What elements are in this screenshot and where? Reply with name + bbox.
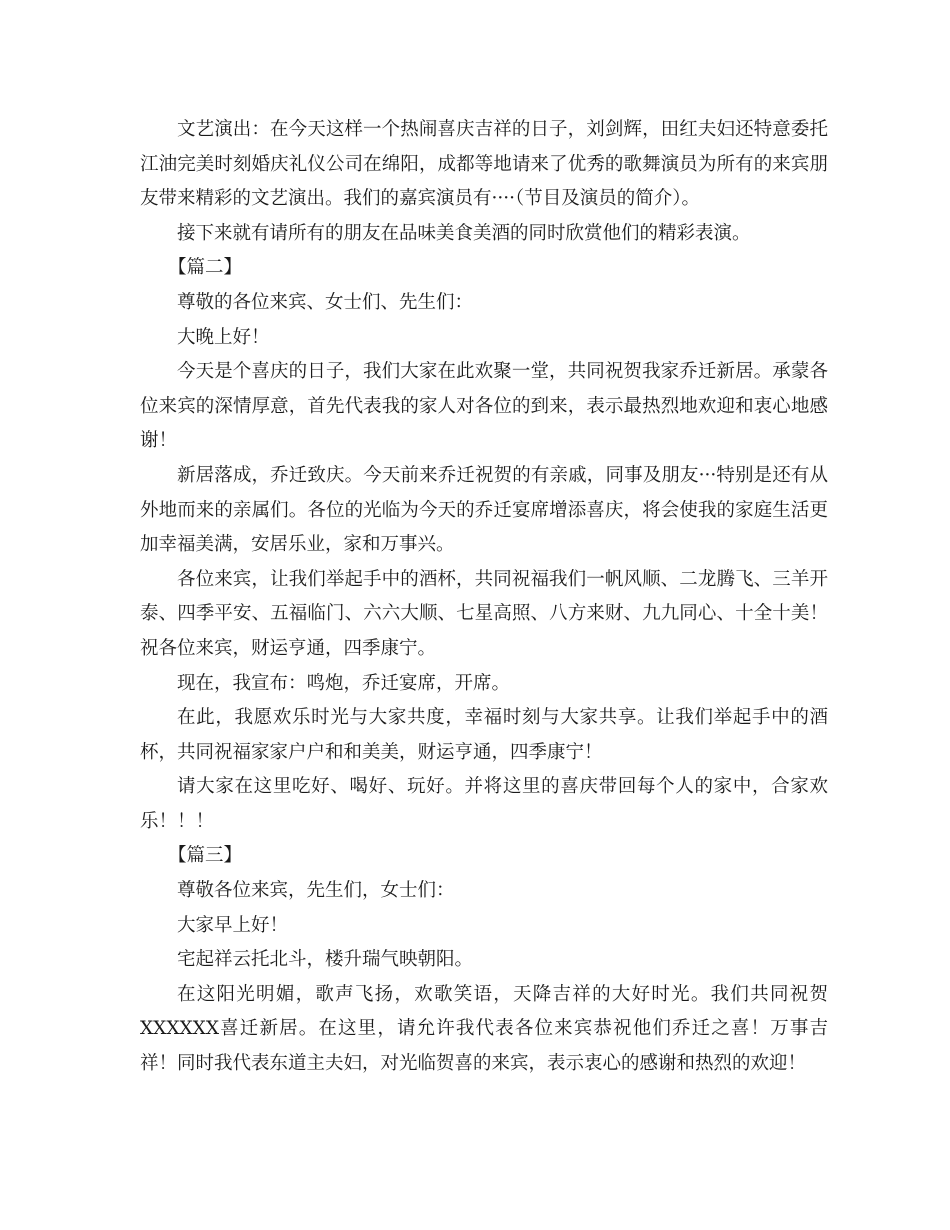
paragraph-invite-enjoy: 接下来就有请所有的朋友在品味美食美酒的同时欣赏他们的精彩表演。 [177, 222, 751, 244]
paragraph-congratulations: 在这阳光明媚，歌声飞扬，欢歌笑语，天降吉祥的大好时光。我们共同祝贺XXXXXX喜迁新居。在这里，请允许我代表各位来宾恭祝他们乔迁之喜！万事吉祥！同时我代表东道主夫妇，对光临贺喜的来宾，表示衷心的感谢和热烈的欢迎！ [140, 983, 828, 1075]
document-page [140, 113, 828, 1082]
paragraph-announcement: 现在，我宣布：鸣炮，乔迁宴席，开席。 [177, 672, 511, 694]
section-heading-part-two: 【篇二】 [168, 257, 243, 279]
section-heading-part-three: 【篇三】 [168, 845, 243, 867]
paragraph-salutation: 尊敬的各位来宾、女士们、先生们： [177, 291, 474, 313]
paragraph-salutation-two: 尊敬各位来宾，先生们，女士们： [177, 880, 455, 902]
paragraph-share-joy: 在此，我愿欢乐时光与大家共度，幸福时刻与大家共享。让我们举起手中的酒杯，共同祝福家家户户和和美美，财运亨通，四季康宁！ [140, 707, 828, 763]
paragraph-toast-blessings: 各位来宾，让我们举起手中的酒杯，共同祝福我们一帆风顺、二龙腾飞、三羊开泰、四季平安、五福临门、六六大顺、七星高照、八方来财、九九同心、十全十美！祝各位来宾，财运亨通，四季康宁。 [140, 568, 828, 659]
paragraph-new-home: 新居落成，乔迁致庆。今天前来乔迁祝贺的有亲戚，同事及朋友···特别是还有从外地而来的亲属们。各位的光临为今天的乔迁宴席增添喜庆，将会使我的家庭生活更加幸福美满，安居乐业，家和万事兴。 [140, 464, 828, 556]
paragraph-performance-intro: 文艺演出：在今天这样一个热闹喜庆吉祥的日子，刘剑辉，田红夫妇还特意委托江油完美时刻婚庆礼仪公司在绵阳，成都等地请来了优秀的歌舞演员为所有的来宾朋友带来精彩的文艺演出。我们的嘉宾演员有····（节目及演员的简介）。 [140, 119, 828, 210]
paragraph-couplet: 宅起祥云托北斗，楼升瑞气映朝阳。 [177, 949, 474, 971]
paragraph-greeting-morning: 大家早上好！ [177, 914, 289, 936]
paragraph-greeting-evening: 大晚上好！ [177, 326, 270, 348]
paragraph-enjoy-feast: 请大家在这里吃好、喝好、玩好。并将这里的喜庆带回每个人的家中，合家欢乐！！！ [140, 776, 828, 832]
paragraph-celebration: 今天是个喜庆的日子，我们大家在此欢聚一堂，共同祝贺我家乔迁新居。承蒙各位来宾的深情厚意，首先代表我的家人对各位的到来，表示最热烈地欢迎和衷心地感谢！ [140, 361, 828, 452]
